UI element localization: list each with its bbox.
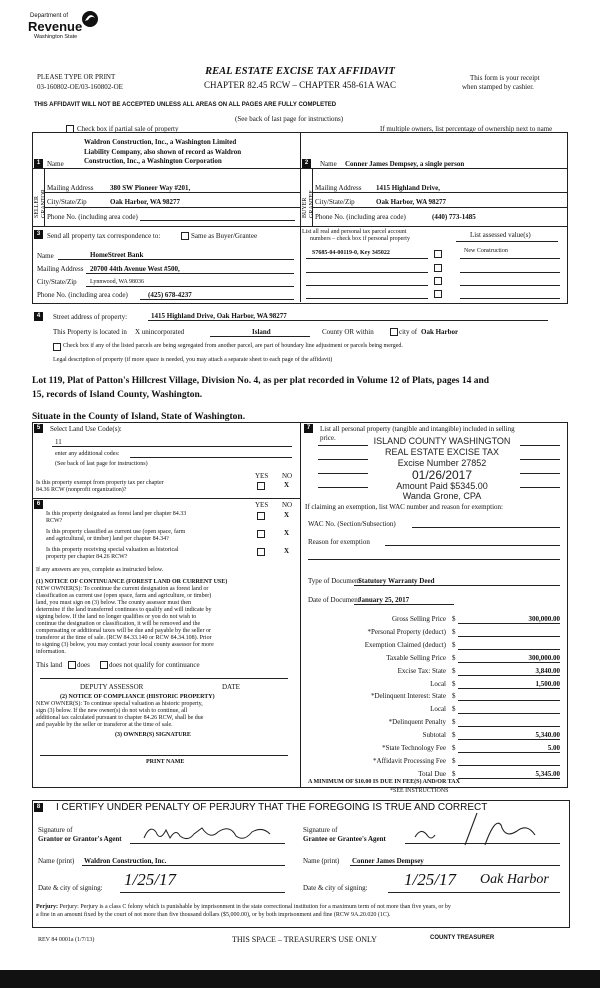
grantor-name-value: Waldron Construction, Inc. — [84, 857, 167, 865]
tax-row-label: Excise Tax: State — [397, 667, 446, 675]
notice-continuance-line-10: information. — [36, 649, 66, 655]
partial-sale-label: Check box if partial sale of property — [77, 125, 179, 133]
reason-exemption-label: Reason for exemption — [308, 538, 370, 546]
see-back: (See back of last page for instructions) — [235, 115, 344, 123]
tax-row-underline — [458, 623, 560, 624]
s6-no-header: NO — [282, 501, 293, 509]
parcels-header-2: numbers – check box if personal property — [310, 236, 410, 242]
situate-line: Situate in the County of Island, State of Washington. — [32, 412, 246, 422]
warning-text: THIS AFFIDAVIT WILL NOT BE ACCEPTED UNLESS ALL AREAS ON ALL PAGES ARE FULLY COMPLETED — [34, 102, 337, 108]
tax-row-dollar: $ — [452, 718, 456, 726]
county-or-within-label: County OR within — [322, 328, 374, 336]
legal-description-label: Legal description of property (if more space is needed, you may attach a separate sheet to each page of the affidavit) — [53, 357, 333, 363]
wac-no-label: WAC No. (Section/Subsection) — [308, 520, 396, 528]
tax-row-underline — [458, 778, 560, 779]
tax-correspondence-label: Send all property tax correspondence to: — [47, 232, 161, 240]
stamp-county: ISLAND COUNTY WASHINGTON — [373, 436, 511, 446]
page-title: REAL ESTATE EXCISE TAX AFFIDAVIT — [205, 66, 395, 77]
land-does-not-checkbox[interactable] — [100, 661, 108, 669]
same-as-buyer-label: Same as Buyer/Grantee — [191, 232, 258, 240]
owner-signature-label: (3) OWNER(S) SIGNATURE — [115, 732, 191, 738]
does-not-label: does not qualify for continuance — [109, 661, 200, 669]
notice-compliance-line-4: and payable by the seller or transferor at the time of sale. — [36, 722, 173, 728]
located-in-label: This Property is located in — [53, 328, 127, 336]
chapter-ref: CHAPTER 82.45 RCW – CHAPTER 458-61A WAC — [204, 80, 396, 90]
tax-city-label: City/State/Zip — [37, 278, 77, 286]
legal-description-line-1: Lot 119, Plat of Patton's Hillcrest Village, Division No. 4, as per plat recorded in Volume 12 of Plats, pages 14 and — [32, 376, 490, 386]
grantee-name-print-label: Name (print) — [303, 857, 340, 865]
segregated-checkbox[interactable] — [53, 343, 61, 351]
tax-row-label: Total Due — [418, 770, 446, 778]
grantee-agent-label: Grantee or Grantee's Agent — [303, 835, 386, 843]
treasurer-space: THIS SPACE – TREASURER'S USE ONLY — [232, 935, 377, 944]
additional-codes-label: enter any additional codes: — [55, 451, 120, 457]
section-4-badge: 4 — [34, 312, 43, 321]
land-does-checkbox[interactable] — [68, 661, 76, 669]
please-type: PLEASE TYPE OR PRINT — [37, 73, 116, 81]
receipt-note-2: when stamped by cashier. — [462, 83, 534, 91]
tax-row-label: Local — [430, 680, 446, 688]
section-6-badge: 6 — [34, 500, 43, 509]
tax-name-value: HomeStreet Bank — [90, 251, 144, 259]
logo — [30, 13, 100, 43]
tax-row-label: Gross Selling Price — [391, 615, 446, 623]
tax-row-dollar: $ — [452, 654, 456, 662]
logo-dept: Department of — [30, 13, 69, 19]
tax-phone-label: Phone No. (including area code) — [37, 291, 128, 299]
parcel-4-personal-checkbox[interactable] — [434, 290, 442, 298]
tax-row-value: 300,000.00 — [528, 654, 560, 662]
tax-city-value: Lynnwood, WA 98036 — [90, 279, 145, 285]
seller-mailing-label: Mailing Address — [47, 184, 94, 192]
notice-compliance-line-3: additional tax calculated pursuant to chapter 84.26 RCW, shall be due — [36, 715, 204, 721]
forest-no-answer: X — [284, 511, 290, 519]
tax-row-label: Subtotal — [422, 731, 446, 739]
grantee-name-value: Conner James Dempsey — [352, 857, 424, 865]
grantee-date-city-label: Date & city of signing: — [303, 884, 368, 892]
tax-row-underline — [458, 688, 560, 689]
stamp-excise-number: Excise Number 27852 — [397, 458, 487, 468]
county-value: Island — [252, 328, 271, 336]
tax-row-underline — [458, 726, 560, 727]
unincorporated-label: X unincorporated — [135, 328, 185, 336]
tax-row-value: 5.00 — [547, 744, 560, 752]
tax-row-underline — [458, 649, 560, 650]
minimum-fee-note: A MINIMUM OF $10.00 IS DUE IN FEE(S) AND/OR TAX — [308, 779, 460, 785]
stamp-date: 01/26/2017 — [411, 468, 473, 482]
tax-row-dollar: $ — [452, 770, 456, 778]
tax-row-underline — [458, 739, 560, 740]
grantor-signature — [140, 820, 290, 848]
notice-continuance-title: (1) NOTICE OF CONTINUANCE (FOREST LAND OR CURRENT USE) — [36, 579, 228, 585]
current-use-no-answer: X — [284, 529, 290, 537]
notice-continuance-line-4: determine if the land transferred continues to qualify and will indicate by — [36, 607, 212, 613]
forest-question-1: Is this property designated as forest land per chapter 84.33 — [46, 511, 187, 517]
deputy-assessor-label: DEPUTY ASSESSOR — [80, 683, 144, 691]
exempt-question-1: Is this property exempt from property tax per chapter — [36, 480, 164, 486]
section-2-badge: 2 — [302, 159, 311, 168]
notice-continuance-line-8: transferor at the time of sale. (RCW 84.33.140 or RCW 84.34.108). Prior — [36, 635, 212, 641]
print-name-label: PRINT NAME — [146, 759, 185, 765]
tax-row-label: Exemption Claimed (deduct) — [364, 641, 446, 649]
personal-property-label-2: price. — [320, 434, 336, 442]
tax-row-label: *Affidavit Processing Fee — [373, 757, 446, 765]
city-checkbox[interactable] — [390, 328, 398, 336]
tax-row-dollar: $ — [452, 641, 456, 649]
does-label: does — [77, 661, 90, 669]
buyer-city-label: City/State/Zip — [315, 198, 355, 206]
current-use-question-1: Is this property classified as current use (open space, farm — [46, 529, 186, 535]
buyer-phone-label: Phone No. (including area code) — [315, 213, 406, 221]
doc-date-value: January 25, 2017 — [358, 596, 410, 604]
buyer-phone-value: (440) 773-1485 — [432, 213, 476, 221]
tax-row-dollar: $ — [452, 731, 456, 739]
doc-type-value: Statutory Warranty Deed — [358, 577, 435, 585]
parcels-header-1: List all real and personal tax parcel account — [302, 229, 407, 235]
logo-state: Washington State — [34, 34, 78, 40]
grantee-signature — [405, 805, 555, 850]
stamp-real-estate: REAL ESTATE EXCISE TAX — [384, 447, 500, 457]
section-5-badge: 5 — [34, 424, 43, 433]
tax-mailing-label: Mailing Address — [37, 265, 84, 273]
seller-phone-label: Phone No. (including area code) — [47, 213, 138, 221]
tax-row-label: *Delinquent Penalty — [388, 718, 446, 726]
notice-continuance-line-1: NEW OWNER(S): To continue the current designation as forest land or — [36, 586, 209, 592]
buyer-mailing-value: 1415 Highland Drive, — [376, 184, 440, 192]
grantor-sig-of: Signature of — [38, 826, 73, 834]
tax-row-dollar: $ — [452, 744, 456, 752]
grantor-agent-label: Grantor or Grantor's Agent — [38, 835, 122, 843]
see-instructions-note: *SEE INSTRUCTIONS — [390, 788, 449, 794]
segregated-label: Check box if any of the listed parcels are being segregated from another parcel, are part of boundary line adjustment or parcels being merged. — [63, 343, 403, 349]
stamp-amount-paid: Amount Paid $5345.00 — [396, 481, 488, 491]
current-use-yes-checkbox[interactable] — [257, 530, 265, 538]
logo-name: Revenue — [28, 19, 83, 34]
buyer-side-label: BUYER GRANTEE — [302, 190, 315, 218]
buyer-city-value: Oak Harbor, WA 98277 — [376, 198, 447, 206]
legal-description-line-2: 15, records of Island County, Washington. — [32, 390, 203, 400]
street-value: 1415 Highland Drive, Oak Harbor, WA 98277 — [151, 312, 287, 320]
if-yes-note: If any answers are yes, complete as instructed below. — [36, 567, 164, 573]
notice-continuance-line-7: compensating or additional taxes will be due and payable by the seller or — [36, 628, 211, 634]
notice-compliance-line-2: sign (3) below. If the new owner(s) do not wish to continue, all — [36, 708, 188, 714]
tax-row-label: Local — [430, 705, 446, 713]
historic-yes-checkbox[interactable] — [257, 548, 265, 556]
tax-row-value: 3,840.00 — [535, 667, 560, 675]
multiple-owners-note: If multiple owners, list percentage of ownership next to name — [380, 125, 553, 133]
s6-yes-header: YES — [255, 501, 269, 509]
tax-name-label: Name — [37, 252, 54, 260]
grantor-name-print-label: Name (print) — [38, 857, 75, 865]
historic-question-1: Is this property receiving special valuation as historical — [46, 547, 179, 553]
perjury-text-1: Perjury: Perjury is a class C felony which is punishable by imprisonment in the state correctional institution for a maximum term of not more than five years, or by — [59, 904, 451, 910]
land-use-yes-header: YES — [255, 472, 269, 480]
tax-row-underline — [458, 662, 560, 663]
tax-mailing-value: 20700 44th Avenue West #500, — [90, 265, 180, 273]
land-use-see-back: (See back of last page for instructions) — [55, 461, 148, 467]
tax-row-value: 5,340.00 — [535, 731, 560, 739]
land-use-no-header: NO — [282, 472, 293, 480]
parcel-2-personal-checkbox[interactable] — [434, 264, 442, 272]
seller-name-label: Name — [47, 160, 64, 168]
exempt-yes-checkbox[interactable] — [257, 482, 265, 490]
bottom-bar — [0, 970, 600, 988]
section-1-badge: 1 — [34, 159, 43, 168]
exempt-no-answer: X — [284, 481, 290, 489]
assessed-1-value: New Construction — [464, 248, 508, 254]
tax-row-label: Taxable Selling Price — [386, 654, 446, 662]
form-numbers: 03-160802-OE/03-160802-OE — [37, 83, 123, 91]
doc-date-label: Date of Document — [308, 596, 360, 604]
logo-swirl-icon — [80, 9, 100, 29]
seller-name-line-3: Construction, Inc., a Washington Corporation — [84, 157, 222, 165]
street-label: Street address of property: — [53, 313, 128, 321]
forest-question-2: RCW? — [46, 518, 63, 524]
tax-row-label: *Delinquent Interest: State — [370, 692, 446, 700]
tax-row-value: 300,000.00 — [528, 615, 560, 623]
wac-intro: If claiming an exemption, list WAC number and reason for exemption: — [305, 503, 503, 511]
grantee-sig-of: Signature of — [303, 826, 338, 834]
stamp-signer: Wanda Grone, CPA — [402, 491, 482, 501]
tax-row-underline — [458, 700, 560, 701]
section-8-badge: 8 — [34, 803, 43, 812]
tax-row-dollar: $ — [452, 692, 456, 700]
tax-row-label: *State Technology Fee — [382, 744, 446, 752]
forest-yes-checkbox[interactable] — [257, 512, 265, 520]
seller-name-line-2: Liability Company, also shown of record as Waldron — [84, 148, 242, 156]
tax-row-underline — [458, 752, 560, 753]
grantor-date-value: 1/25/17 — [124, 870, 176, 889]
personal-property-label-1: List all personal property (tangible and intangible) included in selling — [320, 425, 515, 433]
seller-side-label: SELLER GRANTOR — [34, 189, 47, 218]
deputy-date-label: DATE — [222, 683, 240, 691]
county-treasurer: COUNTY TREASURER — [430, 935, 495, 941]
city-name-value: Oak Harbor — [421, 328, 459, 336]
notice-compliance-line-1: NEW OWNER(S): To continue special valuation as historic property, — [36, 701, 203, 707]
land-use-code: 11 — [55, 438, 62, 446]
grantee-date-value: 1/25/17 — [404, 870, 456, 889]
same-as-buyer-checkbox[interactable] — [181, 232, 189, 240]
buyer-name-label: Name — [320, 160, 337, 168]
notice-continuance-line-3: land, you must sign on (3) below. The county assessor must then — [36, 600, 191, 606]
exempt-question-2: 84.36 RCW (nonprofit organization)? — [36, 487, 127, 493]
tax-row-label: *Personal Property (deduct) — [367, 628, 446, 636]
grantee-city-value: Oak Harbor — [480, 872, 549, 887]
tax-row-underline — [458, 675, 560, 676]
tax-row-dollar: $ — [452, 705, 456, 713]
tax-phone-value: (425) 678-4237 — [148, 291, 192, 299]
certify-statement: I CERTIFY UNDER PENALTY OF PERJURY THAT THE FOREGOING IS TRUE AND CORRECT — [56, 802, 488, 813]
notice-continuance-line-5: signing below. If the land no longer qualifies or you do not wish to — [36, 614, 197, 620]
notice-continuance-line-2: classification as current use (open space, farm and agriculture, or timber) — [36, 593, 212, 599]
receipt-note-1: This form is your receipt — [470, 74, 540, 82]
tax-row-underline — [458, 765, 560, 766]
seller-name-line-1: Waldron Construction, Inc., a Washington Limited — [84, 138, 237, 146]
parcel-1-personal-checkbox[interactable] — [434, 250, 442, 258]
rev-number: REV 84 0001a (1/7/13) — [38, 937, 95, 943]
tax-row-underline — [458, 713, 560, 714]
tax-row-dollar: $ — [452, 680, 456, 688]
tax-row-dollar: $ — [452, 667, 456, 675]
tax-row-value: 5,345.00 — [535, 770, 560, 778]
tax-row-dollar: $ — [452, 628, 456, 636]
tax-row-value: 1,500.00 — [535, 680, 560, 688]
parcel-1-value: S7685-04-00119-0, Key 345022 — [312, 250, 390, 256]
buyer-name-value: Conner James Dempsey, a single person — [345, 160, 465, 168]
section-7-badge: 7 — [304, 424, 313, 433]
perjury-line-1: Perjury: Perjury: Perjury is a class C felony which is punishable by imprisonment in the state correctional institution for a maximum term of not more than five years, or by — [36, 904, 451, 910]
perjury-line-2: a fine in an amount fixed by the court of not more than five thousand dollars ($5,000.00), or by both imprisonment and fine (RCW 9A.20.020 (1C). — [36, 912, 391, 918]
seller-city-value: Oak Harbor, WA 98277 — [110, 198, 181, 206]
this-land-label: This land — [36, 661, 63, 669]
grantor-date-city-label: Date & city of signing: — [38, 884, 103, 892]
notice-continuance-line-6: continue the designation or classification, it will be removed and the — [36, 621, 201, 627]
historic-no-answer: X — [284, 547, 290, 555]
section-3-badge: 3 — [34, 230, 43, 239]
notice-continuance-line-9: to signing (3) below, you may contact your local county assessor for more — [36, 642, 214, 648]
tax-row-underline — [458, 636, 560, 637]
notice-compliance-title: (2) NOTICE OF COMPLIANCE (HISTORIC PROPERTY) — [60, 694, 215, 700]
seller-city-label: City/State/Zip — [47, 198, 87, 206]
current-use-question-2: and agricultural, or timber) land per chapter 84.34? — [46, 536, 169, 542]
assessed-header: List assessed value(s) — [470, 231, 531, 239]
tax-row-dollar: $ — [452, 757, 456, 765]
buyer-mailing-label: Mailing Address — [315, 184, 362, 192]
doc-type-label: Type of Document — [308, 577, 361, 585]
historic-question-2: property per chapter 84.26 RCW? — [46, 554, 128, 560]
land-use-label: Select Land Use Code(s): — [50, 425, 122, 433]
seller-mailing-value: 380 SW Pioneer Way #201, — [110, 184, 191, 192]
tax-row-dollar: $ — [452, 615, 456, 623]
parcel-3-personal-checkbox[interactable] — [434, 277, 442, 285]
city-of-label: city of — [399, 328, 418, 336]
